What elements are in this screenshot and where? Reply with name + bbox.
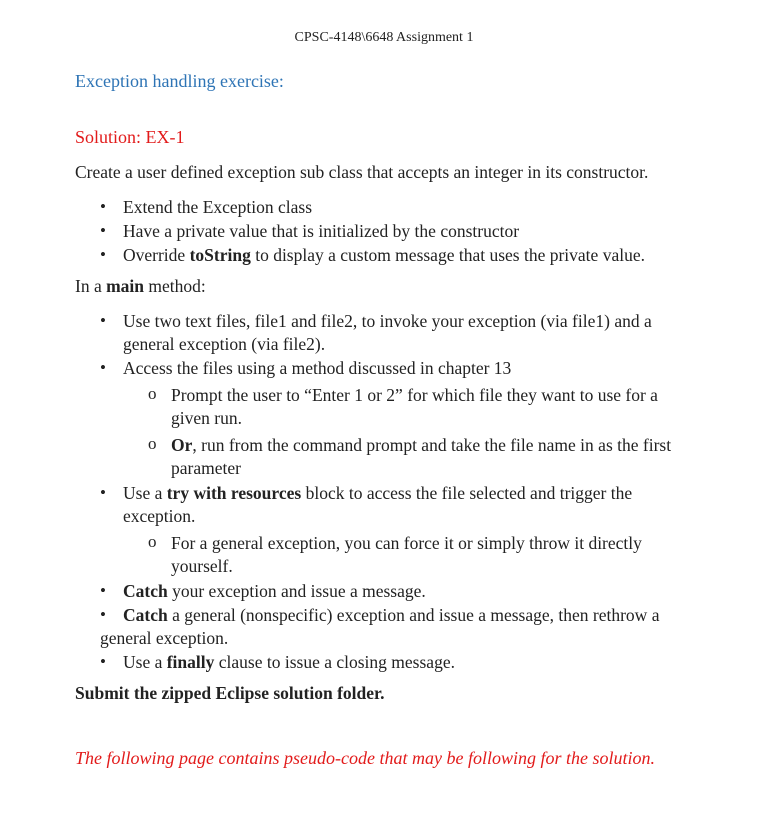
bullet-icon: • [100, 358, 106, 377]
intro-paragraph: Create a user defined exception sub class that accepts an integer in its constructor. [75, 162, 649, 182]
main-bullet-2: Access the files using a method discussed in chapter 13 [123, 358, 512, 378]
main-bullet-3-line1: Use a try with resources block to access the file selected and trigger the [123, 483, 633, 503]
main-intro: In a main method: [75, 276, 206, 296]
bullet-icon: • [100, 311, 106, 330]
main-bullet-5-line2: general exception. [100, 628, 229, 648]
section-title: Exception handling exercise: [75, 71, 284, 91]
page-header: CPSC-4148\6648 Assignment 1 [294, 30, 474, 45]
main-bullet-6: Use a finally clause to issue a closing message. [123, 652, 455, 672]
bullet-icon: • [100, 605, 106, 624]
bullet-icon: • [100, 581, 106, 600]
sub-bullet-2-2-line2: parameter [171, 458, 241, 478]
sub-bullet-icon: o [148, 532, 157, 551]
main-bullet-5-line1: Catch a general (nonspecific) exception and issue a message, then rethrow a [123, 605, 660, 625]
bullet-icon: • [100, 245, 106, 264]
bullet-icon: • [100, 221, 106, 240]
main-bullet-4: Catch your exception and issue a message. [123, 581, 426, 601]
main-bullet-1-line2: general exception (via file2). [123, 334, 326, 354]
class-bullet-2: Have a private value that is initialized by the constructor [123, 221, 520, 241]
sub-bullet-3-1-line1: For a general exception, you can force it or simply throw it directly [171, 533, 642, 553]
submit-instruction: Submit the zipped Eclipse solution folder. [75, 683, 385, 703]
class-bullet-3: Override toString to display a custom message that uses the private value. [123, 245, 645, 265]
sub-bullet-2-2-line1: Or, run from the command prompt and take the file name in as the first [171, 435, 672, 455]
solution-title: Solution: EX-1 [75, 127, 185, 147]
sub-bullet-3-1-line2: yourself. [171, 556, 233, 576]
bullet-icon: • [100, 652, 106, 671]
sub-bullet-icon: o [148, 384, 157, 403]
main-bullet-1-line1: Use two text files, file1 and file2, to invoke your exception (via file1) and a [123, 311, 652, 331]
bullet-icon: • [100, 483, 106, 502]
bullet-icon: • [100, 197, 106, 216]
final-note: The following page contains pseudo-code that may be following for the solution. [75, 748, 655, 768]
sub-bullet-icon: o [148, 434, 157, 453]
main-bullet-3-line2: exception. [123, 506, 196, 526]
sub-bullet-2-1-line2: given run. [171, 408, 242, 428]
class-bullet-1: Extend the Exception class [123, 197, 313, 217]
sub-bullet-2-1-line1: Prompt the user to “Enter 1 or 2” for which file they want to use for a [171, 385, 658, 405]
